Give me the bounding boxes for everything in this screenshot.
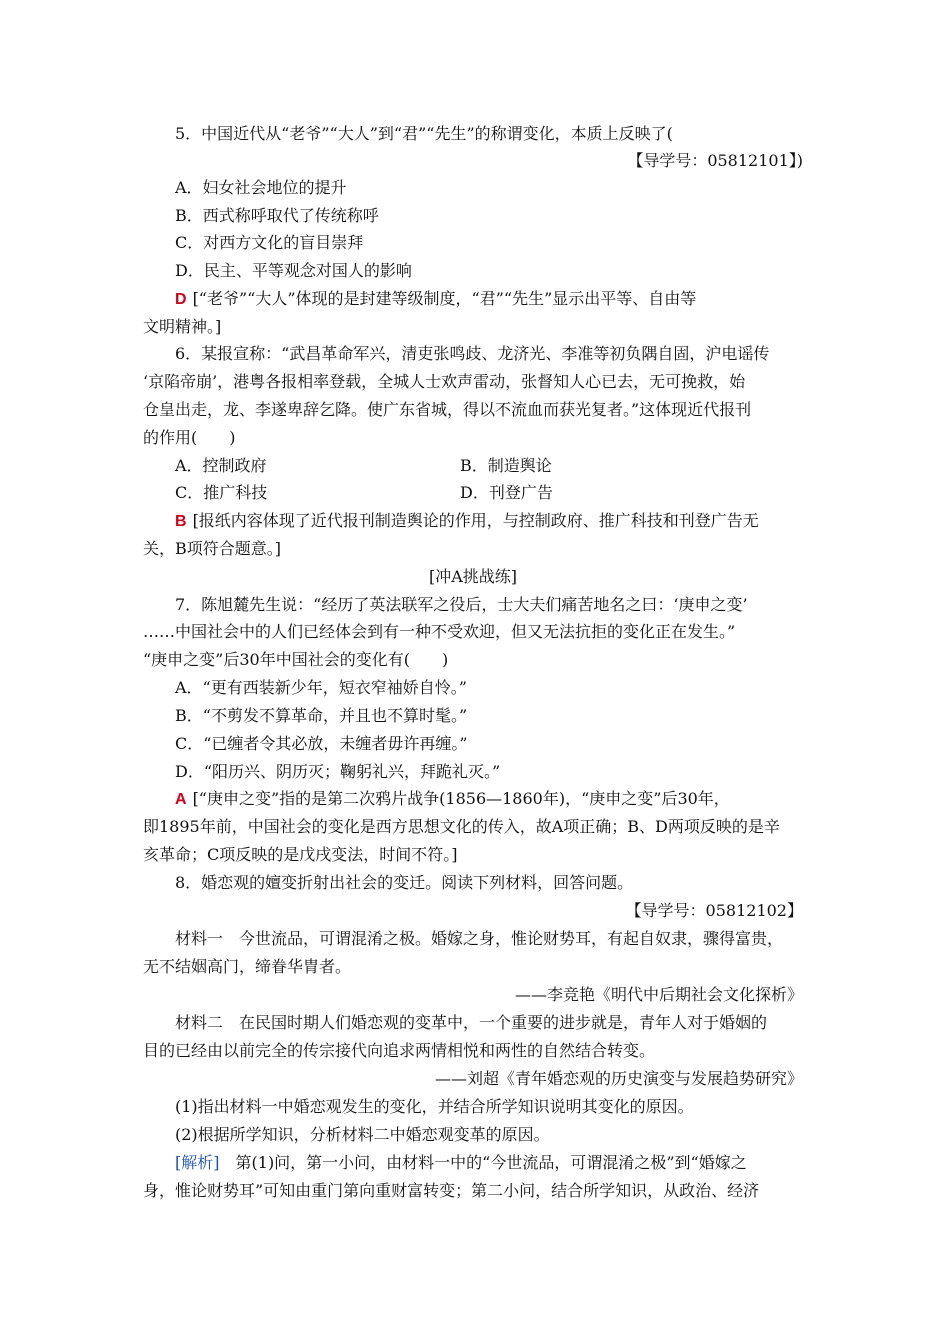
q5-explanation-cont: 文明精神。] [143, 317, 222, 336]
q6-stem-line2: ‘京陷帝崩’，港粤各报相率登载，全城人士欢声雷动，张督知人心已去，无可挽救，始 [143, 372, 746, 391]
q5-option-b: B．西式称呼取代了传统称呼 [175, 206, 379, 225]
q7-explanation-line [175, 789, 835, 810]
q8-material1-line2: 无不结姻高门，缔眷华胄者。 [143, 957, 352, 976]
q8-material2-line2: 目的已经由以前完全的传宗接代向追求两情相悦和两性的自然结合转变。 [143, 1041, 656, 1060]
q5-guide-number: 【导学号：05812101】) [627, 151, 803, 170]
section-title: [冲A挑战练] [428, 567, 518, 586]
q8-question-1: (1)指出材料一中婚恋观发生的变化，并结合所学知识说明其变化的原因。 [175, 1097, 694, 1116]
q6-explanation-line [175, 511, 835, 532]
q7-answer: A [175, 791, 187, 808]
q6-explanation-cont: 关，B项符合题意。] [143, 539, 282, 558]
q6-stem-line1: 6．某报宣称：“武昌革命军兴，清吏张鸣歧、龙济光、李准等初负隅自固，沪电谣传 [175, 344, 770, 363]
q8-guide-number: 【导学号：05812102】 [625, 901, 803, 920]
q5-answer: D [175, 291, 187, 308]
q8-analysis-line [175, 1153, 835, 1173]
q8-material2-line1: 材料二 在民国时期人们婚恋观的变革中，一个重要的进步就是，青年人对于婚姻的 [175, 1013, 768, 1032]
q6-option-b: B．制造舆论 [460, 456, 552, 475]
q8-analysis-cont: 身，惟论财势耳”可知由重门第向重财富转变；第二小问，结合所学知识，从政治、经济 [143, 1181, 760, 1200]
q8-material2-source: ——刘超《青年婚恋观的历史演变与发展趋势研究》 [434, 1069, 803, 1088]
q6-stem-line4: 的作用( ) [143, 428, 236, 447]
q6-stem-line3: 仓皇出走，龙、李遂卑辞乞降。使广东省城，得以不流血而获光复者。”这体现近代报刊 [143, 400, 752, 419]
q6-answer: B [175, 513, 187, 530]
q8-material1-line1: 材料一 今世流品，可谓混淆之极。婚嫁之身，惟论财势耳，有起自奴隶，骤得富贵， [175, 929, 784, 948]
analysis-text: 第(1)问，第一小问，由材料一中的“今世流品，可谓混淆之极”到“婚嫁之 [235, 1153, 747, 1172]
q7-option-d: D．“阳历兴、阴历灭；鞠躬礼兴，拜跪礼灭。” [175, 762, 501, 781]
q5-option-c: C．对西方文化的盲目崇拜 [175, 233, 364, 252]
q7-stem-line2: ……中国社会中的人们已经体会到有一种不受欢迎，但又无法抗拒的变化正在发生。” [143, 622, 736, 641]
q8-material1-source: ——李竞艳《明代中后期社会文化探析》 [514, 985, 803, 1004]
q6-options-row1 [175, 456, 835, 476]
q5-option-d: D．民主、平等观念对国人的影响 [175, 261, 412, 280]
q6-explanation-text: [报纸内容体现了近代报刊制造舆论的作用，与控制政府、推广科技和刊登广告无 [192, 511, 759, 530]
analysis-tag: [解析] [175, 1153, 220, 1172]
q5-option-a: A．妇女社会地位的提升 [175, 178, 347, 197]
q7-option-a: A．“更有西装新少年，短衣窄袖娇自怜。” [175, 678, 467, 697]
q7-option-b: B．“不剪发不算革命，并且也不算时髦。” [175, 706, 468, 725]
q6-options-row2 [175, 483, 835, 503]
q7-explanation-cont1: 即1895年前，中国社会的变化是西方思想文化的传入，故A项正确；B、D两项反映的是辛 [143, 817, 780, 836]
q5-explanation-line [175, 289, 835, 310]
q7-explanation-cont2: 亥革命；C项反映的是戊戌变法，时间不符。] [143, 845, 458, 864]
q7-stem-line1: 7．陈旭麓先生说：“经历了英法联军之役后，士大夫们痛苦地名之曰：‘庚申之变’ [175, 595, 748, 614]
q7-option-c: C．“已缠者令其必放，未缠者毋许再缠。” [175, 734, 468, 753]
q7-explanation-text: [“庚申之变”指的是第二次鸦片战争(1856—1860年)，“庚申之变”后30年， [192, 789, 730, 808]
q6-option-d: D．刊登广告 [460, 483, 553, 502]
q8-question-2: (2)根据所学知识，分析材料二中婚恋观变革的原因。 [175, 1125, 550, 1144]
q5-stem: 5．中国近代从“老爷”“大人”到“君”“先生”的称谓变化，本质上反映了( [175, 124, 673, 143]
q7-stem-line3: “庚申之变”后30年中国社会的变化有( ) [143, 650, 449, 669]
q6-option-a: A．控制政府 [175, 456, 267, 475]
q8-stem: 8．婚恋观的嬗变折射出社会的变迁。阅读下列材料，回答问题。 [175, 873, 634, 892]
q5-explanation-text: [“老爷”“大人”体现的是封建等级制度，“君”“先生”显示出平等、自由等 [192, 289, 697, 308]
q6-option-c: C．推广科技 [175, 483, 268, 502]
